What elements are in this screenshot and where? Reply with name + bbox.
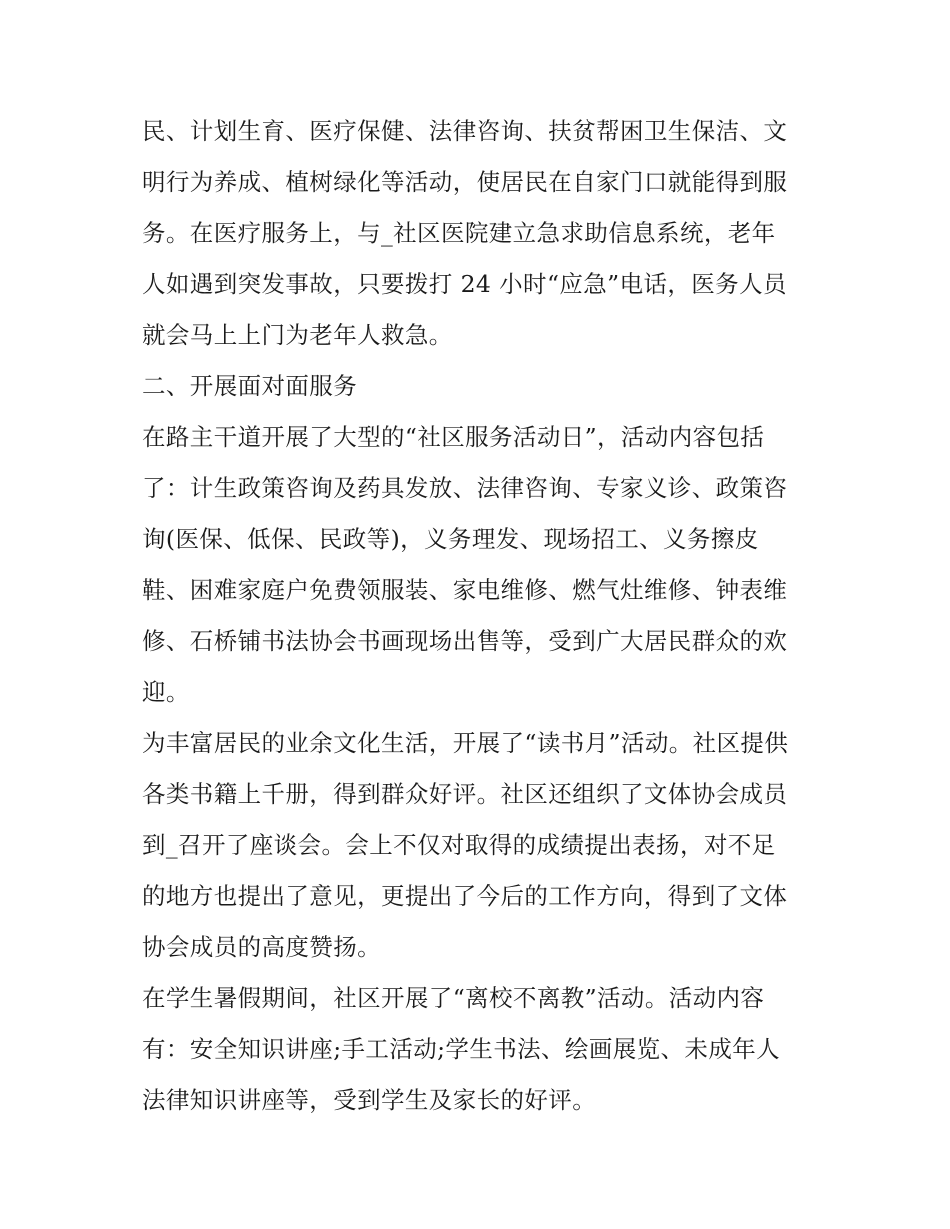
text-line: 明行为养成、植树绿化等活动，使居民在自家门口就能得到服	[142, 168, 788, 196]
section-heading: 二、开展面对面服务	[142, 372, 358, 400]
text-line: 鞋、困难家庭户免费领服装、家电维修、燃气灶维修、钟表维	[142, 576, 788, 604]
text-line: 到_召开了座谈会。会上不仅对取得的成绩提出表扬，对不足	[142, 831, 776, 859]
text-line: 了：计生政策咨询及药具发放、法律咨询、专家义诊、政策咨	[142, 474, 788, 502]
text-line: 务。在医疗服务上，与_社区医院建立急求助信息系统，老年	[142, 219, 776, 247]
text-line: 法律知识讲座等，受到学生及家长的好评。	[142, 1086, 597, 1114]
text-line: 迎。	[142, 678, 190, 706]
text-line: 民、计划生育、医疗保健、法律咨询、扶贫帮困卫生保洁、文	[142, 117, 788, 145]
text-line: 修、石桥铺书法协会书画现场出售等，受到广大居民群众的欢	[142, 627, 788, 655]
text-line: 有：安全知识讲座;手工活动;学生书法、绘画展览、未成年人	[142, 1035, 781, 1063]
text-line: 询(医保、低保、民政等)，义务理发、现场招工、义务擦皮	[142, 525, 759, 553]
text-line: 在路主干道开展了大型的“社区服务活动日”，活动内容包括	[142, 423, 765, 451]
document-body	[142, 106, 812, 1126]
text-line: 各类书籍上千册，得到群众好评。社区还组织了文体协会成员	[142, 780, 788, 808]
text-line: 就会马上上门为老年人救急。	[142, 321, 453, 349]
text-line: 人如遇到突发事故，只要拨打 24 小时“应急”电话，医务人员	[142, 270, 787, 298]
text-line: 在学生暑假期间，社区开展了“离校不离教”活动。活动内容	[142, 984, 765, 1012]
text-line: 协会成员的高度赞扬。	[142, 933, 381, 961]
text-line: 为丰富居民的业余文化生活，开展了“读书月”活动。社区提供	[142, 729, 789, 757]
text-line: 的地方也提出了意见，更提出了今后的工作方向，得到了文体	[142, 882, 788, 910]
